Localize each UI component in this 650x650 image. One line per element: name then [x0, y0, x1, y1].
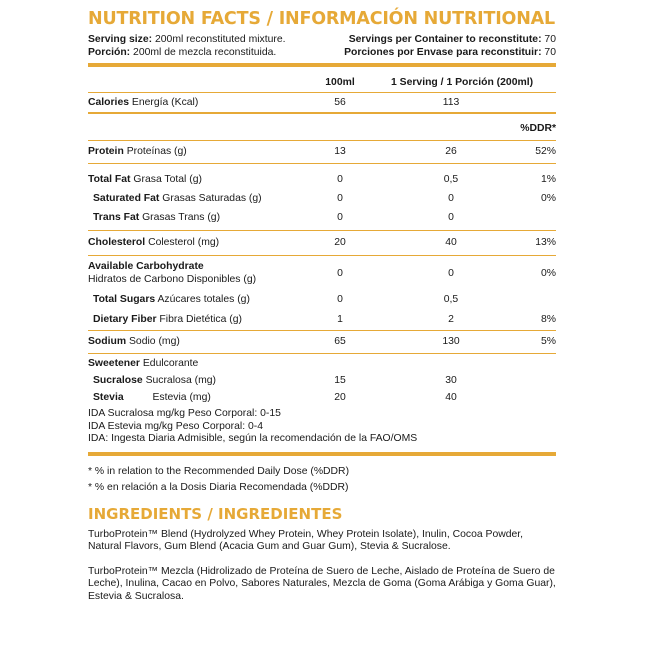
row-sodium: Sodium Sodio (mg) 65 130 5%	[88, 336, 556, 347]
divider	[88, 63, 556, 67]
row-sweetener: Sweetener Edulcorante	[88, 358, 199, 369]
divider	[88, 353, 556, 354]
row-calories: Calories Energía (Kcal) 56 113	[88, 97, 460, 108]
nutrition-title: NUTRITION FACTS / INFORMACIÓN NUTRITIONAL	[88, 9, 555, 29]
row-trans-fat: Trans Fat Grasas Trans (g) 0 0	[93, 212, 454, 223]
serving-line-es: Porción: 200ml de mezcla reconstituida. Porciones por Envase para reconstituir: 70	[88, 46, 556, 58]
ingredients-en: TurboProtein™ Blend (Hydrolyzed Whey Protein, Whey Protein Isolate), Inulin, Cocoa Powder, Natural Flavors, Gum Blend (Acacia Gum and Guar Gum), Stevia & Sucralose.	[88, 528, 524, 553]
row-sugars: Total Sugars Azúcares totales (g) 0 0,5	[93, 294, 459, 305]
row-saturated-fat: Saturated Fat Grasas Saturadas (g) 0 0 0%	[93, 193, 556, 204]
serving-line-en: Serving size: 200ml reconstituted mixture. Servings per Container to reconstitute: 70	[88, 34, 556, 45]
row-fiber: Dietary Fiber Fibra Dietética (g) 1 2 8%	[93, 314, 556, 325]
row-cholesterol: Cholesterol Colesterol (mg) 20 40 13%	[88, 237, 556, 248]
row-carbohydrate: Available Carbohydrate Hidratos de Carbono Disponibles (g) 0 0 0%	[88, 261, 556, 285]
row-total-fat: Total Fat Grasa Total (g) 0 0,5 1%	[88, 174, 556, 185]
ida-notes: IDA Sucralosa mg/kg Peso Corporal: 0-15 IDA Estevia mg/kg Peso Corporal: 0-4 IDA: Ingesta Diaria Admisible, según la recomendación de la FAO/OMS	[88, 408, 418, 444]
divider	[88, 452, 556, 456]
ingredients-es: TurboProtein™ Mezcla (Hidrolizado de Proteína de Suero de Leche, Aislado de Proteína de Suero de Leche), Inulina, Cacao en Polvo, Sabores Naturales, Mezcla de Goma (Goma Arábiga y Goma Guar), Estevia & Sucralosa.	[88, 565, 556, 602]
ingredients-title: INGREDIENTS / INGREDIENTES	[88, 504, 343, 523]
column-headers: 100ml 1 Serving / 1 Porción (200ml)	[325, 77, 534, 88]
row-sucralose: Sucralose Sucralosa (mg) 15 30	[93, 375, 457, 386]
divider	[88, 163, 556, 164]
row-stevia: Stevia Estevia (mg) 20 40	[93, 392, 457, 403]
footnotes: * % in relation to the Recommended Daily Dose (%DDR) * % en relación a la Dosis Diaria Recomendada (%DDR)	[88, 465, 350, 493]
nutrition-label	[88, 8, 556, 615]
ddr-header: %DDR*	[520, 123, 556, 134]
row-protein: Protein Proteínas (g) 13 26 52%	[88, 146, 556, 157]
